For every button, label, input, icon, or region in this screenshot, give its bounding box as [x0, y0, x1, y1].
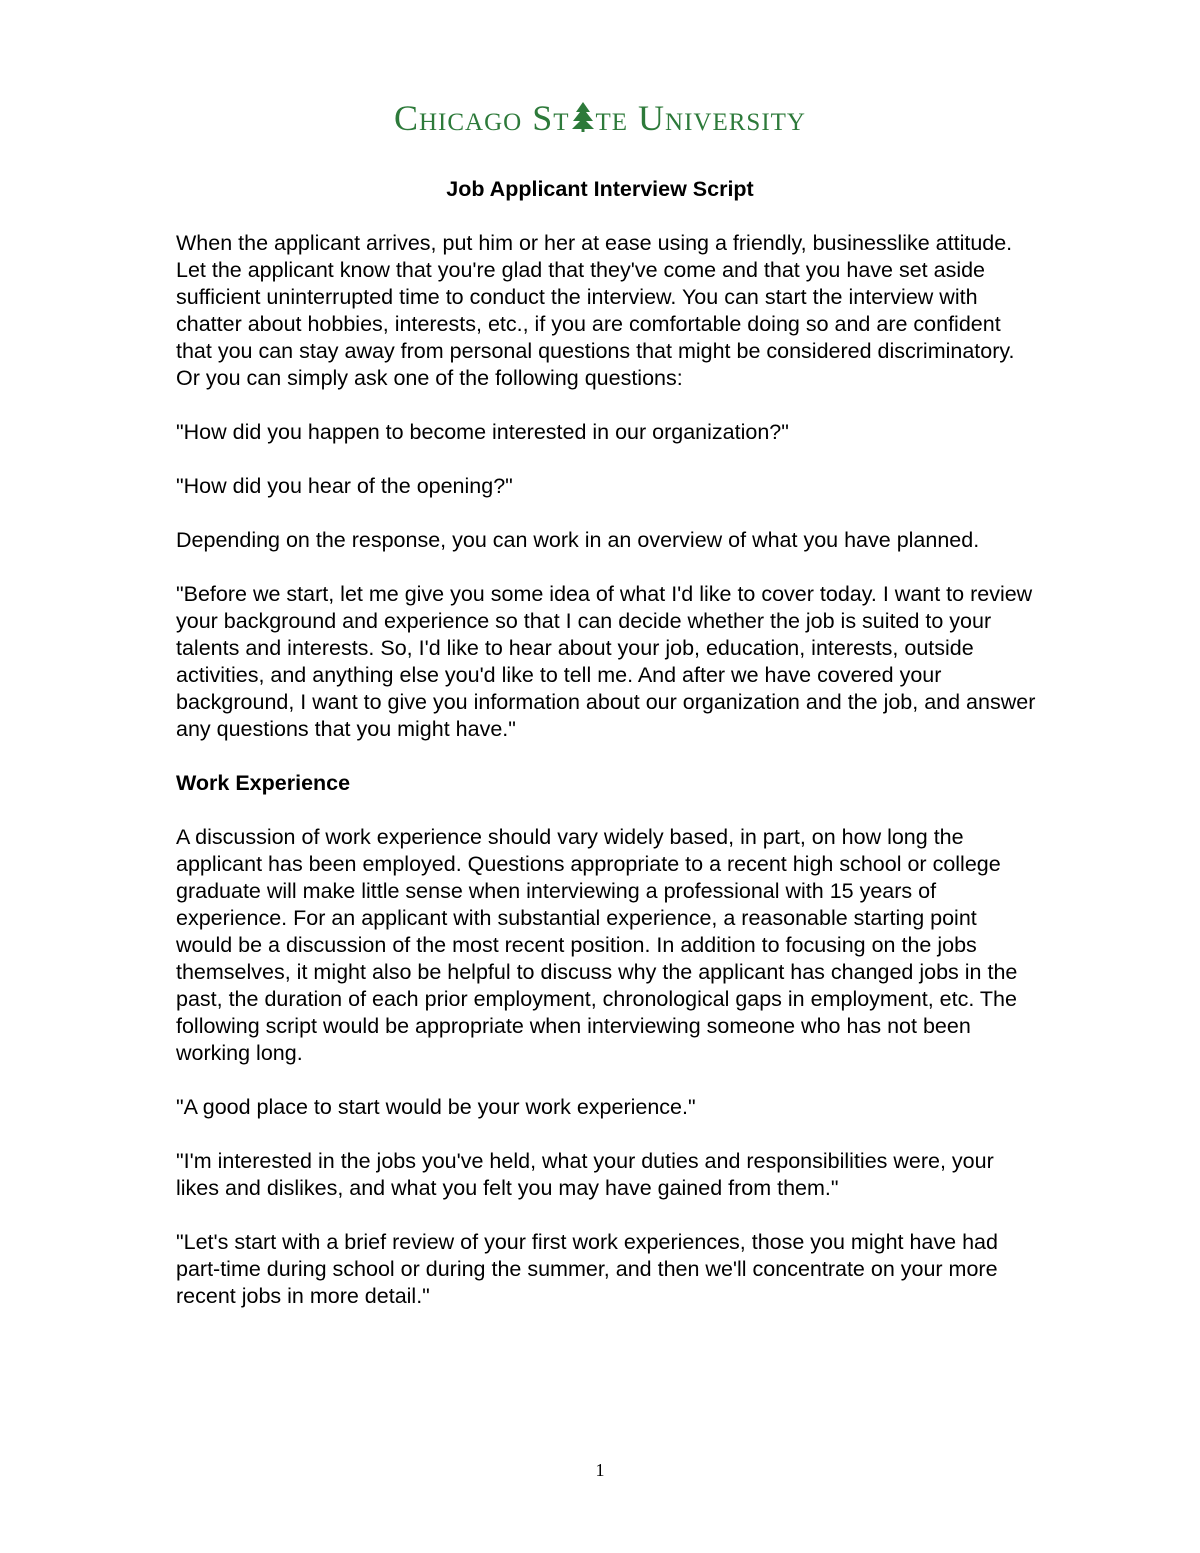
page-number: 1	[595, 1460, 605, 1480]
question-1: "How did you happen to become interested in our organization?"	[176, 420, 789, 444]
university-logo	[0, 96, 1200, 142]
document-title: Job Applicant Interview Script	[446, 177, 754, 201]
question-2: "How did you hear of the opening?"	[176, 474, 513, 498]
work-quote-3: "Let's start with a brief review of your first work experiences, those you might have had part-time during school or during the summer, and then we'll concentrate on your more recent jobs in more detail."	[176, 1230, 998, 1308]
tree-icon	[570, 98, 596, 142]
section-heading-work-experience: Work Experience	[176, 771, 351, 795]
overview-note: Depending on the response, you can work in an overview of what you have planned.	[176, 528, 980, 552]
overview-quote: "Before we start, let me give you some idea of what I'd like to cover today. I want to review your background and experience so that I can decide whether the job is suited to your talents and interests. So, I'd like to hear about your job, education, interests, outside activities, and anything else you'd like to tell me. And after we have covered your background, I want to give you information about our organization and the job, and answer any questions that you might have."	[176, 582, 1036, 741]
logo-text-part-2: te University	[595, 98, 806, 138]
intro-paragraph: When the applicant arrives, put him or her at ease using a friendly, businesslike attitude. Let the applicant know that you're glad that they've come and that you have set aside sufficient uninterrupted time to conduct the interview. You can start the interview with chatter about hobbies, interests, etc., if you are comfortable doing so and are confident that you can stay away from personal questions that might be considered discriminatory. Or you can simply ask one of the following questions:	[176, 231, 1015, 390]
document-body	[176, 176, 1036, 1337]
work-quote-1: "A good place to start would be your work experience."	[176, 1095, 696, 1119]
work-intro-paragraph: A discussion of work experience should vary widely based, in part, on how long the applicant has been employed. Questions appropriate to a recent high school or college graduate will make little sense when interviewing a professional with 15 years of experience. For an applicant with substantial experience, a reasonable starting point would be a discussion of the most recent position. In addition to focusing on the jobs themselves, it might also be helpful to discuss why the applicant has changed jobs in the past, the duration of each prior employment, chronological gaps in employment, etc. The following script would be appropriate when interviewing someone who has not been working long.	[176, 825, 1018, 1065]
logo-text-part-1: Chicago St	[393, 98, 570, 138]
work-quote-2: "I'm interested in the jobs you've held, what your duties and responsibilities were, your likes and dislikes, and what you felt you may have gained from them."	[176, 1149, 994, 1200]
